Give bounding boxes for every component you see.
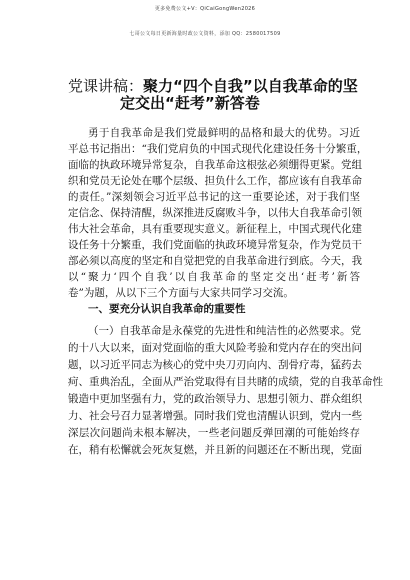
body-line: 的责任。”深刻领会习近平总书记的这一重要论述，对于我们坚 [68,191,360,203]
title-main: 聚力“四个自我”以自我革命的坚 [143,77,358,95]
top-banner: 更多免费公文+V：QiCaiGongWen2026 [154,6,256,12]
body-line: 锻造中更加坚强有力，党的政治领导力、思想引领力、群众组织 [68,393,362,405]
body-line: 以“聚力‘四个自我’以自我革命的坚定交出‘赶考’新答 [68,271,360,283]
body-line: 定信念、保持清醒，纵深推进反腐败斗争，以伟大自我革命引领 [68,207,362,219]
sub-banner: 七哥公文每日更新海量时政公文资料，添加 QQ：2580017509 [129,31,281,37]
body-line: 疴、重典治乱，全面从严治党取得有目共睹的成绩，党的自我革命性 [68,376,383,388]
body-line: 平总书记指出：“我们党肩负的中国式现代化建设任务十分繁重， [68,143,368,155]
body-line: 深层次问题尚未根本解决，一些老问题反弹回潮的可能始终存 [68,427,360,439]
body-line: （一）自我革命是永葆党的先进性和纯洁性的必然要求。党 [88,325,361,337]
body-line: 题，以习近平同志为核心的党中央刀刃向内、刮骨疗毒，猛药去 [68,359,362,371]
document-title-line-1 [68,78,368,95]
section-heading: 一、要充分认识自我革命的重要性 [88,303,246,315]
body-line: 面临的执政环境异常复杂，自我革命这根弦必须绷得更紧。党组 [68,159,362,171]
body-line: 部必须以高度的坚定和自觉把党的自我革命进行到底。今天，我 [68,255,362,267]
document-title-line-2: 定交出“赶考”新答卷 [120,94,260,112]
body-line: 伟大社会革命，具有重要现实意义。新征程上，中国式现代化建 [68,223,362,235]
body-line: 的十八大以来，面对党面临的重大风险考验和党内存在的突出问 [68,342,362,354]
body-line: 力、社会号召力显著增强。同时我们党也清醒认识到，党内一些 [68,410,362,422]
title-prefix: 党课讲稿： [68,77,144,95]
body-line: 设任务十分繁重，我们党面临的执政环境异常复杂，作为党员干 [68,239,362,251]
body-line: 织和党员无论处在哪个层级、担负什么工作，都应该有自我革命 [68,175,362,187]
body-line: 勇于自我革命是我们党最鲜明的品格和最大的优势。习近 [88,127,360,139]
body-line: 卷”为题，从以下三个方面与大家共同学习交流。 [68,287,294,299]
body-line: 在，稍有松懈就会死灰复燃，并且新的问题还在不断出现，党面 [68,444,362,456]
